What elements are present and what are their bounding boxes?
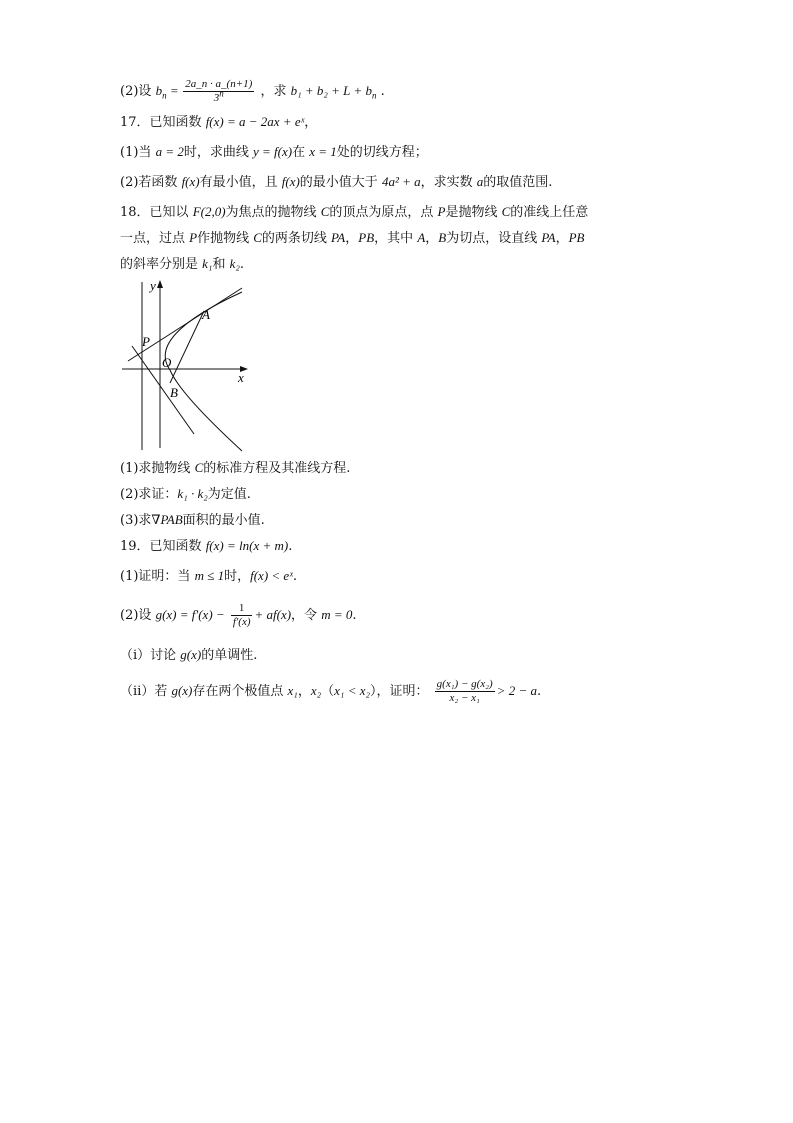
label-o: O xyxy=(162,355,172,370)
q19-part2-fraction: $\frac{1}{f'(x)}$ xyxy=(232,602,251,628)
label-p: P xyxy=(142,334,150,349)
q19-part1: (1)证明：当 m ≤ 1时，f(x) < eˣ. xyxy=(120,568,298,584)
label-y: y xyxy=(150,278,156,293)
label-a: A xyxy=(202,307,210,322)
chord-ab xyxy=(170,311,204,383)
q17-part1: (1)当 a = 2时，求曲线 y = f(x)在 x = 1处的切线方程； xyxy=(120,144,428,160)
q16-frac-num: 2a_n · a_(n+1) xyxy=(185,78,253,90)
q16-fraction xyxy=(183,78,254,105)
q17-part2: (2)若函数 f(x)有最小值，且 f(x)的最小值大于 4a² + a，求实数 a的取值范围. xyxy=(120,174,553,190)
q18-line1: 18．已知以 F(2,0)为焦点的抛物线 C的顶点为原点，点 P是抛物线 C的准线上任意 xyxy=(120,204,589,220)
q18-line2: 一点，过点 P作抛物线 C的两条切线 PA，PB，其中 A，B为切点，设直线 PA，PB xyxy=(120,230,585,246)
label-x: x xyxy=(238,370,244,385)
q16-bn: $b_n$ xyxy=(155,83,167,101)
q19-sub-i: （ⅰ）讨论 g(x)的单调性. xyxy=(120,647,258,663)
q17-func: f(x) = a − 2ax + eˣ xyxy=(205,114,305,129)
q17-title xyxy=(120,113,317,132)
q16-frac-den: 3$^n$ xyxy=(213,88,224,104)
q18-part1: (1)求抛物线 C的标准方程及其准线方程. xyxy=(120,460,351,476)
q19-ii-fraction: $\frac{\text{g(x₁) − g(x₂)}}{\text{x₂ − x₁}}$ xyxy=(436,678,493,704)
q17-title-end: ， xyxy=(304,115,318,130)
q16-sum: $b_1 + b_2 + L + b_n$ xyxy=(290,83,377,101)
q18-line3: 的斜率分别是 k₁和 k₂. xyxy=(120,256,245,272)
q16-part2 xyxy=(120,78,385,105)
q16-end: . xyxy=(380,84,385,99)
q16-eq: = xyxy=(170,83,182,98)
q18-part2: (2)求证：k₁ · k₂为定值. xyxy=(120,486,251,502)
q19-title: 19．已知函数 f(x) = ln(x + m). xyxy=(120,538,293,554)
label-b: B xyxy=(170,385,178,400)
q19-sub-ii: （ⅱ）若 g(x)存在两个极值点 x₁，x₂（x₁ < x₂），证明： $\frac{\text{g(x₁) − g(x₂)}}{\text{x₂ − x₁}}$ > 2 − a. xyxy=(120,678,542,704)
q16-part2-prefix: (2)设 xyxy=(120,84,152,99)
y-axis-arrow xyxy=(157,280,163,288)
q17-title-text: 17．已知函数 xyxy=(120,115,206,130)
tangent-pa xyxy=(128,288,242,361)
q19-part2: (2)设 g(x) = f′(x) − $\frac{1}{f'(x)}$ + af(x)，令 m = 0. xyxy=(120,602,357,628)
q16-part2-suffix: ，求 xyxy=(260,84,287,99)
q18-part3: (3)求∇PAB面积的最小值. xyxy=(120,512,265,528)
parabola-figure xyxy=(118,278,258,453)
